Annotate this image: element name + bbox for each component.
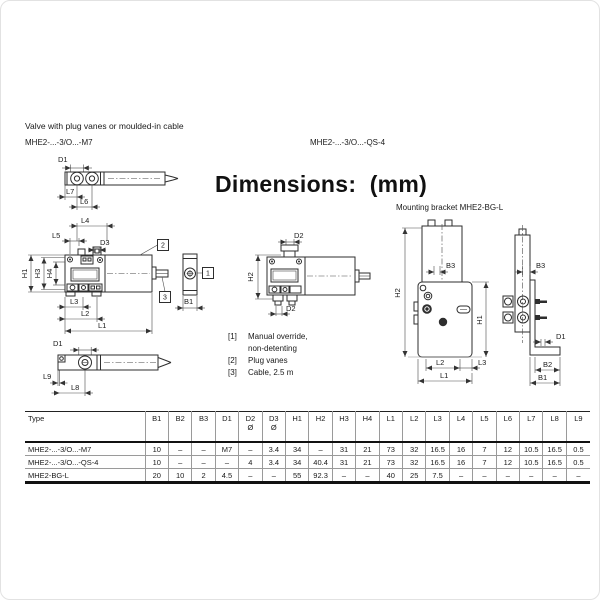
table-cell: M7 (215, 442, 238, 456)
dim-label-l5: L5 (52, 231, 61, 240)
dim-b1-endview (175, 296, 205, 311)
column-header: L3 (426, 412, 449, 443)
table-row (25, 469, 590, 483)
callout-1 (197, 268, 214, 279)
table-cell: – (520, 469, 543, 483)
table-cell: – (309, 442, 332, 456)
table-cell: – (192, 456, 215, 469)
table-cell: 25 (403, 469, 426, 483)
dim-label-l2: L2 (436, 358, 445, 367)
dim-label-d1: D1 (556, 332, 566, 341)
column-header: Type (28, 414, 45, 423)
dim-label-h1: H1 (20, 268, 29, 279)
column-header: B1 (145, 412, 168, 443)
table-cell-type: MHE2-...-3/O...-QS-4 (28, 457, 99, 467)
table-cell: – (473, 469, 496, 483)
table-cell: – (239, 469, 262, 483)
column-header: H3 (332, 412, 355, 443)
valve-body-side (65, 247, 168, 296)
column-header: B3 (192, 412, 215, 443)
table-cell: – (332, 469, 355, 483)
page-subtitle: Valve with plug vanes or moulded-in cable (25, 121, 184, 131)
table-cell: – (356, 469, 379, 483)
table-cell: 16.5 (426, 456, 449, 469)
table-cell: – (168, 456, 191, 469)
note-text: Manual override, (248, 332, 308, 341)
column-header: B2 (168, 412, 191, 443)
table-cell: 16 (449, 456, 472, 469)
table-cell: – (239, 442, 262, 456)
table-cell: 32 (403, 456, 426, 469)
dim-label-b3: B3 (536, 261, 546, 270)
table-cell: 40.4 (309, 456, 332, 469)
table-cell: 3.4 (262, 442, 285, 456)
table-cell: 4 (239, 456, 262, 469)
bracket-plate (408, 282, 482, 357)
dim-h4 (45, 262, 65, 285)
page-title: Dimensions: (mm) (215, 171, 428, 197)
table-cell: – (543, 469, 566, 483)
column-header: L4 (449, 412, 472, 443)
dim-h1 (20, 255, 65, 292)
table-cell: 10 (145, 456, 168, 469)
note-text: non-detenting (248, 344, 297, 353)
dim-label-h3: H3 (33, 268, 42, 279)
table-cell: 16.5 (543, 456, 566, 469)
table-cell: 12 (496, 456, 519, 469)
dim-label-l7: L7 (66, 187, 75, 196)
footnotes (228, 331, 308, 378)
dim-label-h2: H2 (393, 288, 402, 298)
dim-label-l8: L8 (71, 383, 80, 392)
note-ref: [1] (228, 332, 237, 341)
dim-label-h1: H1 (475, 315, 484, 325)
valve-body-top (65, 172, 178, 185)
dim-label-d2: D2 (286, 304, 296, 313)
column-header: H2 (309, 412, 332, 443)
note-ref-spacer (228, 343, 246, 354)
bracket-valve-outline (422, 220, 462, 282)
table-row (25, 442, 590, 456)
table-cell: 0.5 (566, 456, 590, 469)
callout-label-2: 2 (161, 242, 165, 250)
dim-label-l6: L6 (80, 197, 89, 206)
bracket-side-valve (515, 225, 530, 343)
drawing-m7-side-view (15, 212, 225, 347)
drawing-m7-top-view (25, 148, 185, 212)
callout-3 (160, 277, 171, 303)
dim-label-h2: H2 (246, 272, 255, 282)
table-cell: 10.5 (520, 456, 543, 469)
table-cell: 73 (379, 442, 402, 456)
dim-label-l4: L4 (81, 216, 90, 225)
table-cell-type: MHE2-...-3/O...-M7 (28, 444, 92, 454)
callout-2 (140, 240, 169, 256)
column-header: L2 (403, 412, 426, 443)
dim-label-h4: H4 (45, 268, 54, 279)
table-cell: 7.5 (426, 469, 449, 483)
table-cell: 34 (285, 442, 308, 456)
column-header: L9 (566, 412, 590, 443)
table-cell: – (449, 469, 472, 483)
column-header: H1 (285, 412, 308, 443)
drawing-bracket-side-view (495, 218, 585, 390)
dim-label-l3: L3 (70, 297, 79, 306)
callout-label-3: 3 (163, 294, 167, 302)
table-cell: 7 (473, 442, 496, 456)
table-cell: 73 (379, 456, 402, 469)
callout-label-1: 1 (206, 270, 210, 278)
column-header: D1 (215, 412, 238, 443)
dim-d1-side (533, 332, 566, 346)
dim-l9 (43, 371, 68, 387)
dim-label-l2: L2 (81, 309, 90, 318)
table-cell: 40 (379, 469, 402, 483)
note-ref: [3] (228, 368, 237, 377)
table-cell: 20 (145, 469, 168, 483)
column-header: D2 Ø (239, 412, 262, 443)
table-cell: – (496, 469, 519, 483)
dim-b3-front (426, 261, 455, 275)
variant-label-qs4: MHE2-...-3/O...-QS-4 (310, 138, 386, 147)
dim-h2-qs4 (246, 255, 281, 299)
table-cell: 12 (496, 442, 519, 456)
table-cell: 10.5 (520, 442, 543, 456)
dim-h1-bracket (472, 282, 489, 357)
table-row (25, 456, 590, 469)
column-header: D3 Ø (262, 412, 285, 443)
table-cell: 7 (473, 456, 496, 469)
dim-label-b1: B1 (538, 373, 548, 382)
valve-end-view (183, 254, 197, 295)
table-cell: 32 (403, 442, 426, 456)
column-header: L5 (473, 412, 496, 443)
table-cell: 0.5 (566, 442, 590, 456)
table-cell: – (192, 442, 215, 456)
dim-d1 (58, 155, 92, 172)
table-cell: 31 (332, 456, 355, 469)
dim-label-l1: L1 (98, 321, 107, 330)
bracket-drawing-label: Mounting bracket MHE2-BG-L (396, 203, 504, 212)
table-cell: – (168, 442, 191, 456)
valve-body-bottom (58, 355, 171, 370)
note-ref: [2] (228, 356, 237, 365)
dim-d2-top (278, 231, 304, 245)
table-cell: 31 (332, 442, 355, 456)
table-cell: 2 (192, 469, 215, 483)
table-cell: 34 (285, 456, 308, 469)
dim-label-b3: B3 (446, 261, 456, 270)
dim-label-b2: B2 (543, 360, 553, 369)
table-cell: 3.4 (262, 456, 285, 469)
dim-l2 (57, 297, 105, 322)
table-cell: 10 (168, 469, 191, 483)
table-cell: 92.3 (309, 469, 332, 483)
table-cell: 4.5 (215, 469, 238, 483)
dim-label-d2: D2 (294, 231, 304, 240)
dim-label-l9: L9 (43, 372, 52, 381)
dim-label-d1: D1 (53, 339, 63, 348)
note-text: Plug vanes (248, 356, 288, 365)
dim-label-d1: D1 (58, 155, 68, 164)
table-header-row (25, 412, 590, 443)
drawing-qs4-side-view (240, 228, 375, 322)
drawing-bracket-front-view (390, 218, 500, 390)
column-header: H4 (356, 412, 379, 443)
table-cell: 10 (145, 442, 168, 456)
dim-d2-bottom (268, 304, 296, 316)
dim-l5 (52, 231, 87, 254)
table-cell: 21 (356, 442, 379, 456)
dimensions-table (25, 411, 590, 484)
table-cell-type: MHE2-BG-L (28, 470, 69, 480)
dim-label-l3: L3 (478, 358, 487, 367)
table-cell: 16.5 (543, 442, 566, 456)
valve-body-qs4 (267, 245, 370, 305)
table-cell: – (215, 456, 238, 469)
table-cell: 16 (449, 442, 472, 456)
variant-label-m7: MHE2-...-3/O...-M7 (25, 138, 93, 147)
note-text: Cable, 2.5 m (248, 368, 294, 377)
dim-l3-bracket (460, 358, 486, 371)
column-header: L6 (496, 412, 519, 443)
dim-label-b1: B1 (184, 297, 194, 306)
table-cell: – (262, 469, 285, 483)
table-cell: 55 (285, 469, 308, 483)
table-cell: – (566, 469, 590, 483)
table-cell: 21 (356, 456, 379, 469)
dim-l2-bracket (426, 358, 460, 371)
column-header: L8 (543, 412, 566, 443)
drawing-m7-bottom-view (25, 336, 175, 400)
bracket-side-plate (503, 280, 560, 355)
dim-label-l1: L1 (440, 371, 449, 380)
dim-label-d3: D3 (100, 238, 110, 247)
column-header: L7 (520, 412, 543, 443)
table-cell: 16.5 (426, 442, 449, 456)
dim-d1-bottom (53, 339, 99, 355)
column-header: L1 (379, 412, 402, 443)
